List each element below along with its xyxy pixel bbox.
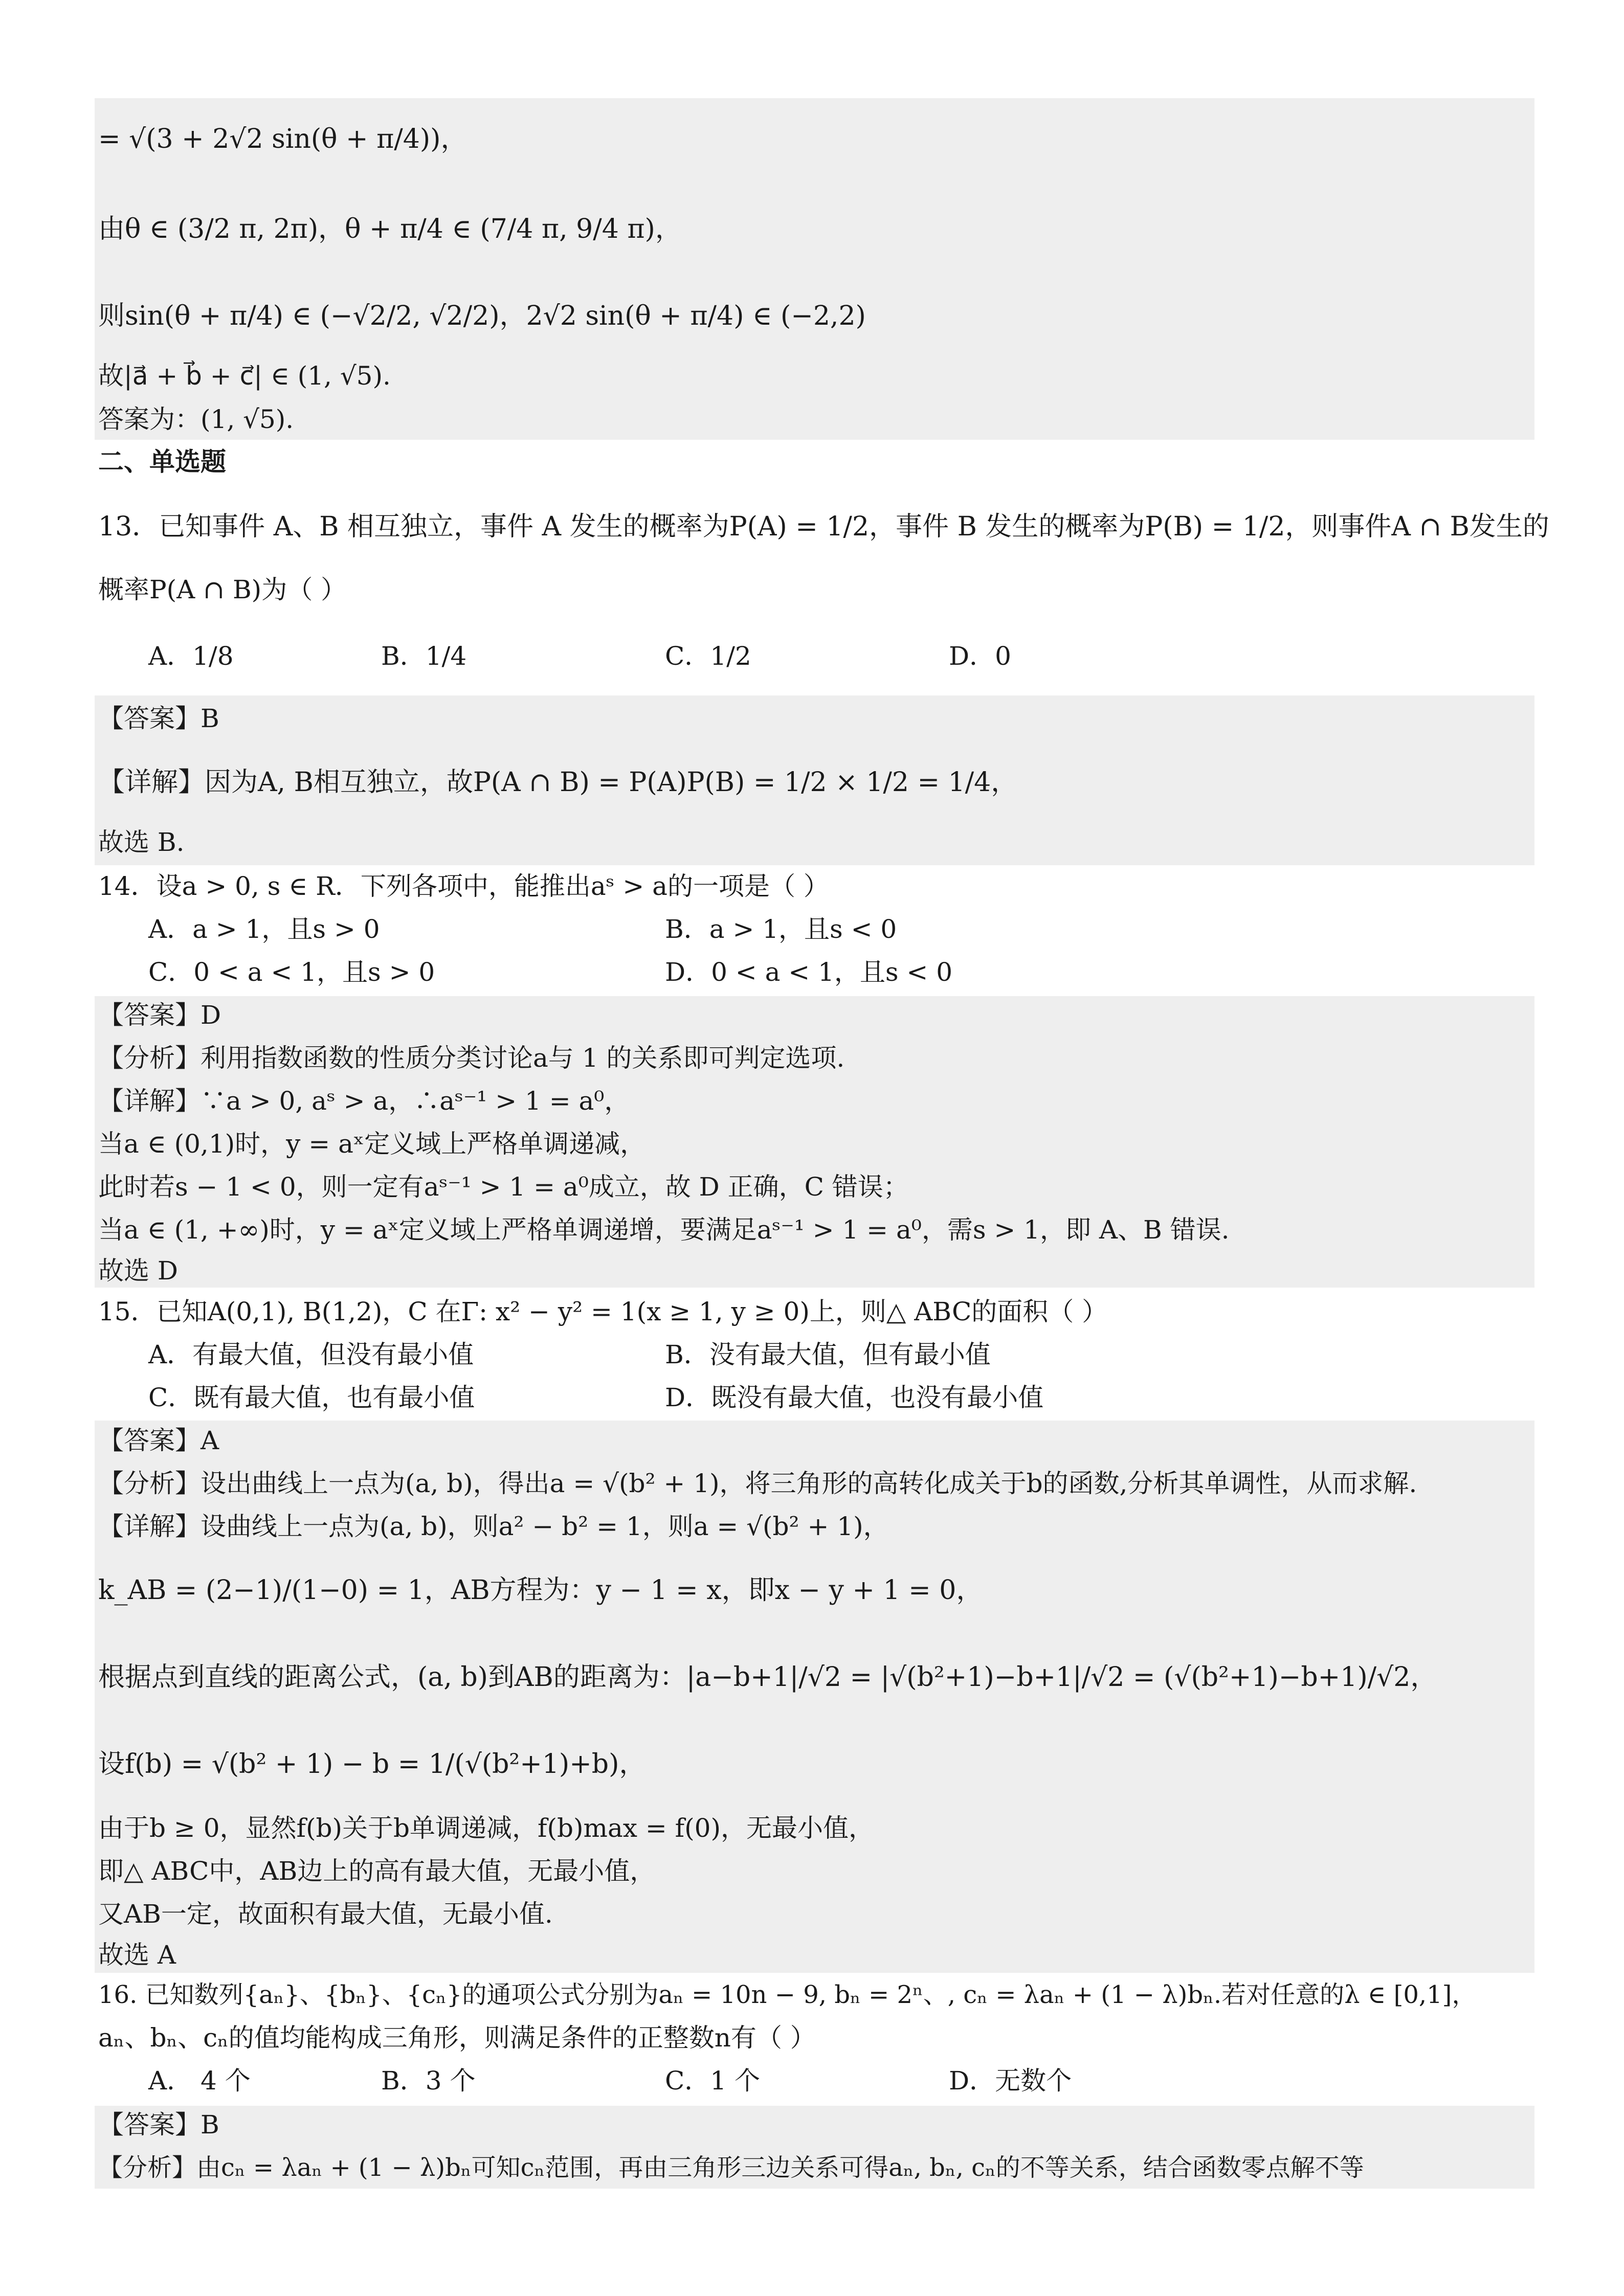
q14-detail: 此时若s − 1 < 0，则一定有aˢ⁻¹ > 1 = a⁰成立，故 D 正确，C 错误；	[98, 1172, 909, 1202]
q15-option-d: D．既没有最大值，也没有最小值	[665, 1383, 1044, 1412]
q15-selection: 故选 A	[98, 1940, 176, 1970]
q14-option-b: B．a > 1，且s < 0	[665, 914, 897, 944]
q15-option-a: A．有最大值，但没有最小值	[148, 1340, 474, 1369]
q14-option-c: C．0 < a < 1，且s > 0	[148, 957, 435, 987]
solution-line: 由θ ∈ (3/2 π, 2π)，θ + π/4 ∈ (7/4 π, 9/4 π)，	[98, 214, 682, 244]
q13-selection: 故选 B.	[98, 827, 185, 857]
q15-detail: 根据点到直线的距离公式，(a, b)到AB的距离为：|a−b+1|/√2 = |√(b²+1)−b+1|/√2 = (√(b²+1)−b+1)/√2，	[98, 1662, 1437, 1693]
q13-answer: 【答案】B	[98, 704, 219, 733]
q15-detail: k_AB = (2−1)/(1−0) = 1，AB方程为：y − 1 = x，即x − y + 1 = 0，	[98, 1575, 983, 1606]
question-16-stem-cont: aₙ、bₙ、cₙ的值均能构成三角形，则满足条件的正整数n有（ ）	[98, 2023, 816, 2053]
q13-option-d: D．0	[949, 641, 1011, 671]
question-13-stem: 13．已知事件 A、B 相互独立，事件 A 发生的概率为P(A) = 1/2，事件 B 发生的概率为P(B) = 1/2，则事件A ∩ B发生的	[98, 511, 1549, 542]
solution-line: 故|a⃗ + b⃗ + c⃗| ∈ (1, √5).	[98, 361, 391, 391]
q16-option-a: A． 4 个	[148, 2066, 251, 2096]
q15-detail: 设f(b) = √(b² + 1) − b = 1/(√(b²+1)+b)，	[98, 1749, 646, 1780]
q13-option-c: C．1/2	[665, 641, 751, 671]
q15-answer: 【答案】A	[98, 1426, 219, 1455]
q14-option-d: D．0 < a < 1，且s < 0	[665, 957, 953, 987]
q14-detail: 当a ∈ (1, +∞)时，y = aˣ定义域上严格单调递增，要满足aˢ⁻¹ > 1 = a⁰，需s > 1，即 A、B 错误.	[98, 1215, 1230, 1245]
q16-option-c: C．1 个	[665, 2066, 760, 2096]
q15-detail: 【详解】设曲线上一点为(a, b)，则a² − b² = 1，则a = √(b² + 1)，	[98, 1512, 889, 1541]
q15-detail: 又AB一定，故面积有最大值，无最小值.	[98, 1899, 553, 1929]
q15-analysis: 【分析】设出曲线上一点为(a, b)，得出a = √(b² + 1)，将三角形的高转化成关于b的函数,分析其单调性，从而求解.	[98, 1469, 1417, 1498]
q13-option-a: A．1/8	[148, 641, 234, 671]
q14-selection: 故选 D	[98, 1256, 178, 1286]
q16-analysis: 【分析】由cₙ = λaₙ + (1 − λ)bₙ可知cₙ范围，再由三角形三边关系可得aₙ, bₙ, cₙ的不等关系，结合函数零点解不等	[98, 2153, 1364, 2182]
q16-answer: 【答案】B	[98, 2110, 219, 2140]
q15-detail: 由于b ≥ 0，显然f(b)关于b单调递减，f(b)max = f(0)，无最小值，	[98, 1813, 874, 1843]
q14-detail: 【详解】∵a > 0, aˢ > a，∴aˢ⁻¹ > 1 = a⁰，	[98, 1086, 630, 1116]
q14-option-a: A．a > 1，且s > 0	[148, 914, 380, 944]
solution-line: = √(3 + 2√2 sin(θ + π/4))，	[98, 124, 468, 154]
question-14-stem: 14．设a > 0, s ∈ R．下列各项中，能推出aˢ > a的一项是（ ）	[98, 871, 829, 901]
question-15-stem: 15．已知A(0,1), B(1,2)，C 在Γ: x² − y² = 1(x ≥ 1, y ≥ 0)上，则△ ABC的面积（ ）	[98, 1297, 1108, 1326]
q15-detail: 即△ ABC中，AB边上的高有最大值，无最小值，	[98, 1856, 656, 1886]
q16-option-b: B．3 个	[381, 2066, 476, 2096]
answer-line: 答案为：(1, √5).	[98, 404, 294, 434]
section-heading: 二、单选题	[98, 447, 226, 477]
q14-analysis: 【分析】利用指数函数的性质分类讨论a与 1 的关系即可判定选项.	[98, 1043, 845, 1073]
q14-answer: 【答案】D	[98, 1000, 221, 1030]
question-16-stem: 16. 已知数列{aₙ}、{bₙ}、{cₙ}的通项公式分别为aₙ = 10n − 9, bₙ = 2ⁿ、, cₙ = λaₙ + (1 − λ)bₙ.若对任意的λ ∈ [0,1]，	[98, 1980, 1477, 2009]
solution-line: 则sin(θ + π/4) ∈ (−√2/2, √2/2)，2√2 sin(θ + π/4) ∈ (−2,2)	[98, 301, 866, 331]
q13-detail: 【详解】因为A, B相互独立，故P(A ∩ B) = P(A)P(B) = 1/2 × 1/2 = 1/4，	[98, 767, 1018, 798]
q15-option-b: B．没有最大值，但有最小值	[665, 1340, 991, 1369]
q16-option-d: D．无数个	[949, 2066, 1072, 2096]
q13-option-b: B．1/4	[381, 641, 467, 671]
question-13-stem-cont: 概率P(A ∩ B)为（ ）	[98, 575, 347, 604]
q15-option-c: C．既有最大值，也有最小值	[148, 1383, 475, 1412]
q14-detail: 当a ∈ (0,1)时，y = aˣ定义域上严格单调递减，	[98, 1129, 646, 1159]
